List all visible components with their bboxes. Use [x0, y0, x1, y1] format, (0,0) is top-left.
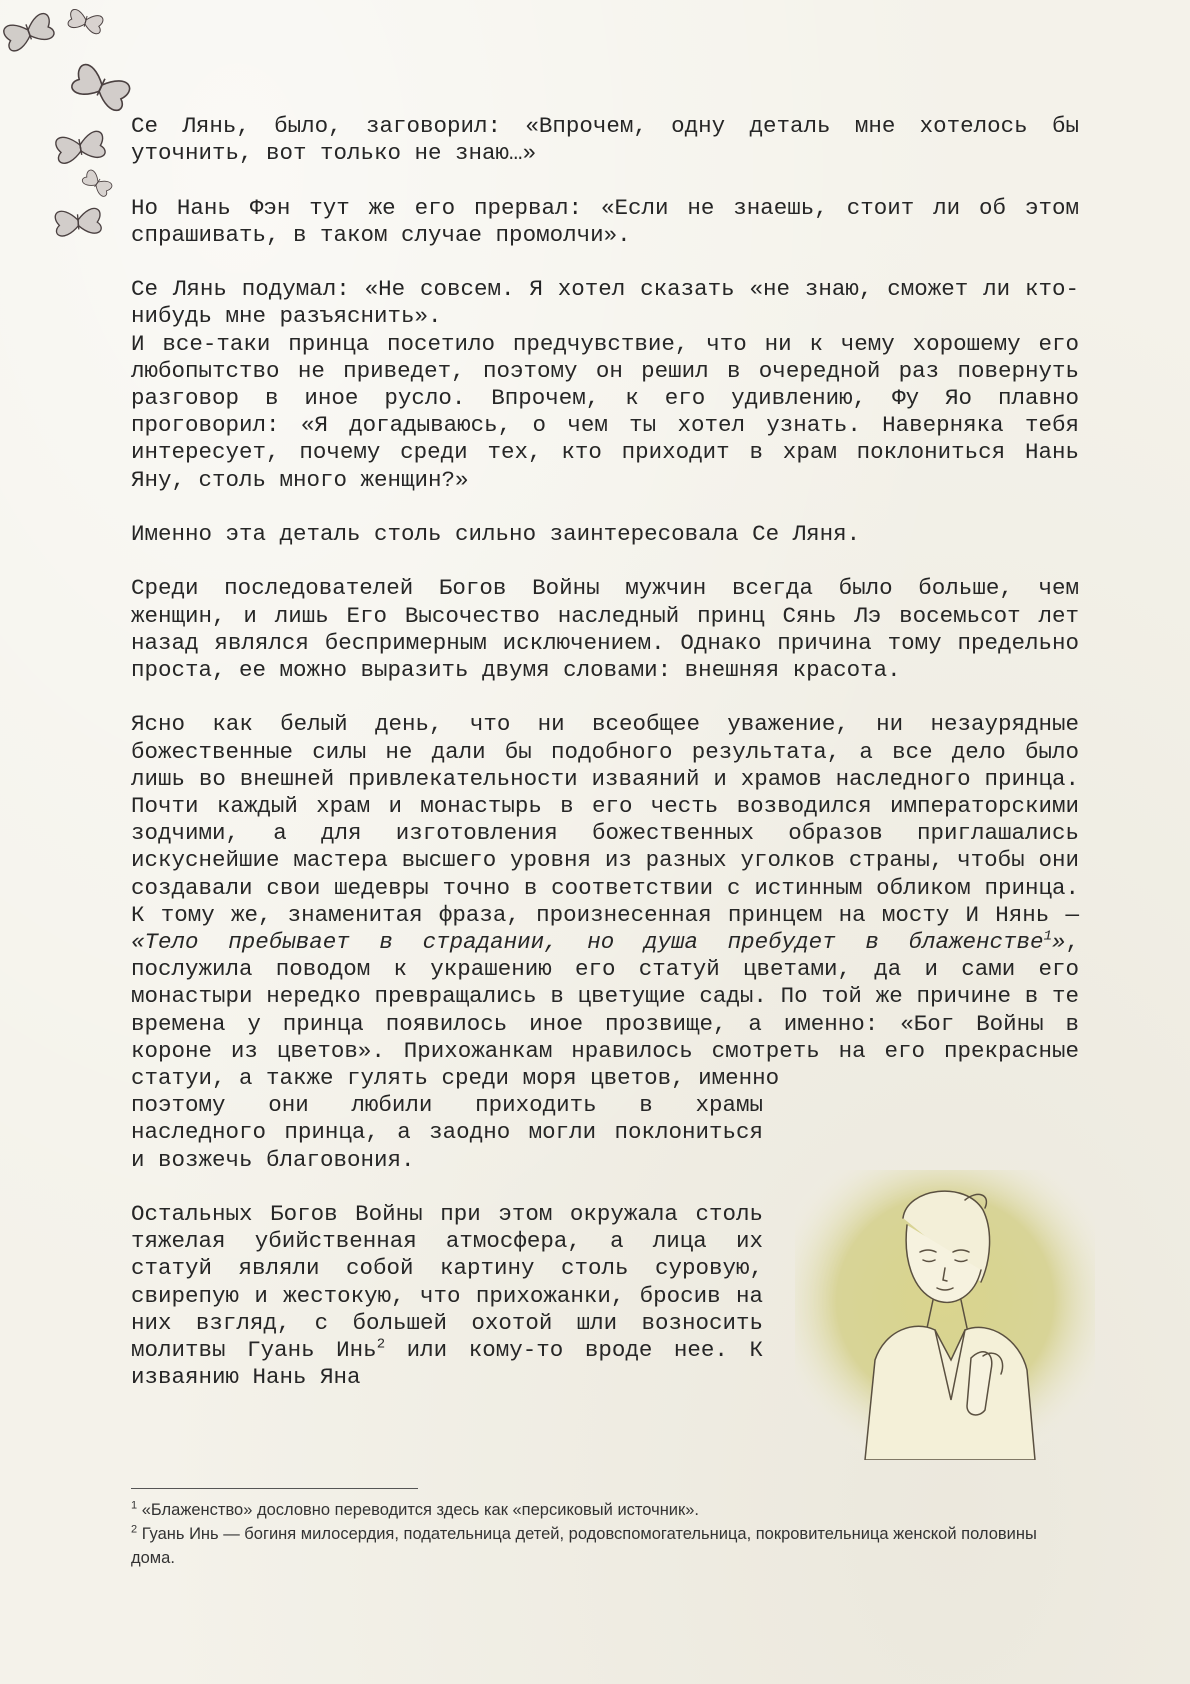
butterfly-icon: [81, 169, 113, 198]
praying-figure-illustration: [795, 1170, 1095, 1460]
butterfly-icon: [55, 208, 102, 237]
paragraph-2: Но Нань Фэн тут же его прервал: «Если не знаешь, стоит ли об этом спрашивать, в таком случае промолчи».: [131, 194, 1079, 248]
paragraph-8-text-b: или кому-то вроде нее. К изваянию Нань Яна: [131, 1337, 763, 1391]
butterfly-icon: [2, 12, 55, 53]
quote-text: «Тело пребывает в страдании, но душа пребудет в блаженстве: [131, 929, 1044, 956]
footnote-1-number: 1: [131, 1499, 138, 1512]
paragraph-7-text-b: , послужила поводом к украшению его статуй цветами, да и сами его монастыри нередко превращались в цветущие сады. По той же причине в те времена у принца появилось иное прозвище, а именно: «Бог Войны в короне из цветов». Прихожанкам нравилось смотреть на его прекрасные статуи, а также гулять среди моря цветов, именно: [131, 929, 1079, 1092]
butterfly-icon: [55, 130, 106, 164]
paragraph-7-continued: поэтому они любили приходить в храмы наследного принца, а заодно могли поклониться и возжечь благовония.: [131, 1092, 763, 1173]
footnote-ref-2: 2: [376, 1336, 386, 1353]
footnote-1: [131, 1498, 1071, 1522]
butterfly-icon: [67, 8, 104, 34]
butterflies-decoration: [0, 0, 140, 250]
paragraph-3: Се Лянь подумал: «Не совсем. Я хотел сказать «не знаю, сможет ли кто-нибудь мне разъяснить».: [131, 276, 1079, 330]
paragraph-4: И все-таки принца посетило предчувствие, что ни к чему хорошему его любопытство не приведет, поэтому он решил в очередной раз повернуть разговор в иное русло. Впрочем, к его удивлению, Фу Яо плавно проговорил: «Я догадываюсь, о чем ты хотел узнать. Наверняка тебя интересует, почему среди тех, кто приходит в храм поклониться Нань Яну, столь много женщин?»: [131, 330, 1079, 493]
paragraph-8: [131, 1201, 763, 1391]
paragraph-6: Среди последователей Богов Войны мужчин всегда было больше, чем женщин, и лишь Его Высочество наследный принц Сянь Лэ восемьсот лет назад являлся беспримерным исключением. Однако причина тому предельно проста, ее можно выразить двумя словами: внешняя красота.: [131, 575, 1079, 683]
butterfly-icon: [70, 62, 132, 112]
footnote-2-text: Гуань Инь — богиня милосердия, подательница детей, родовспомогательница, покровительница женской половины дома.: [131, 1525, 1037, 1567]
paragraph-7-text-a: Ясно как белый день, что ни всеобщее уважение, ни незаурядные божественные силы не дали бы подобного результата, а все дело было лишь во внешней привлекательности изваяний и храмов наследного принца. Почти каждый храм и монастырь в его честь возводился императорскими зодчими, а для изготовления божественных образов приглашались искуснейшие мастера высшего уровня из разных уголков страны, чтобы они создавали свои шедевры точно в соответствии с истинным обликом принца. К тому же, знаменитая фраза, произнесенная принцем на мосту И Нянь —: [131, 711, 1079, 928]
quote-close: »: [1051, 929, 1066, 956]
footnote-1-text: «Блаженство» дословно переводится здесь как «персиковый источник».: [137, 1501, 700, 1519]
footnote-2: [131, 1522, 1071, 1570]
footnotes: [131, 1498, 1071, 1570]
paragraph-8-text-a: Остальных Богов Войны при этом окружала столь тяжелая убийственная атмосфера, а лица их статуй являли собой картину столь суровую, свирепую и жестокую, что прихожанки, бросив на них взгляд, с большей охотой шли возносить молитвы Гуань Инь: [131, 1201, 763, 1364]
footnote-ref-1: 1: [1043, 928, 1052, 945]
footnote-rule: [131, 1488, 418, 1489]
paragraph-7: [131, 711, 1079, 1092]
footnote-2-number: 2: [131, 1523, 138, 1536]
paragraph-1: Се Лянь, было, заговорил: «Впрочем, одну деталь мне хотелось бы уточнить, вот только не знаю…»: [131, 113, 1079, 167]
paragraph-5: Именно эта деталь столь сильно заинтересовала Се Ляня.: [131, 521, 861, 547]
